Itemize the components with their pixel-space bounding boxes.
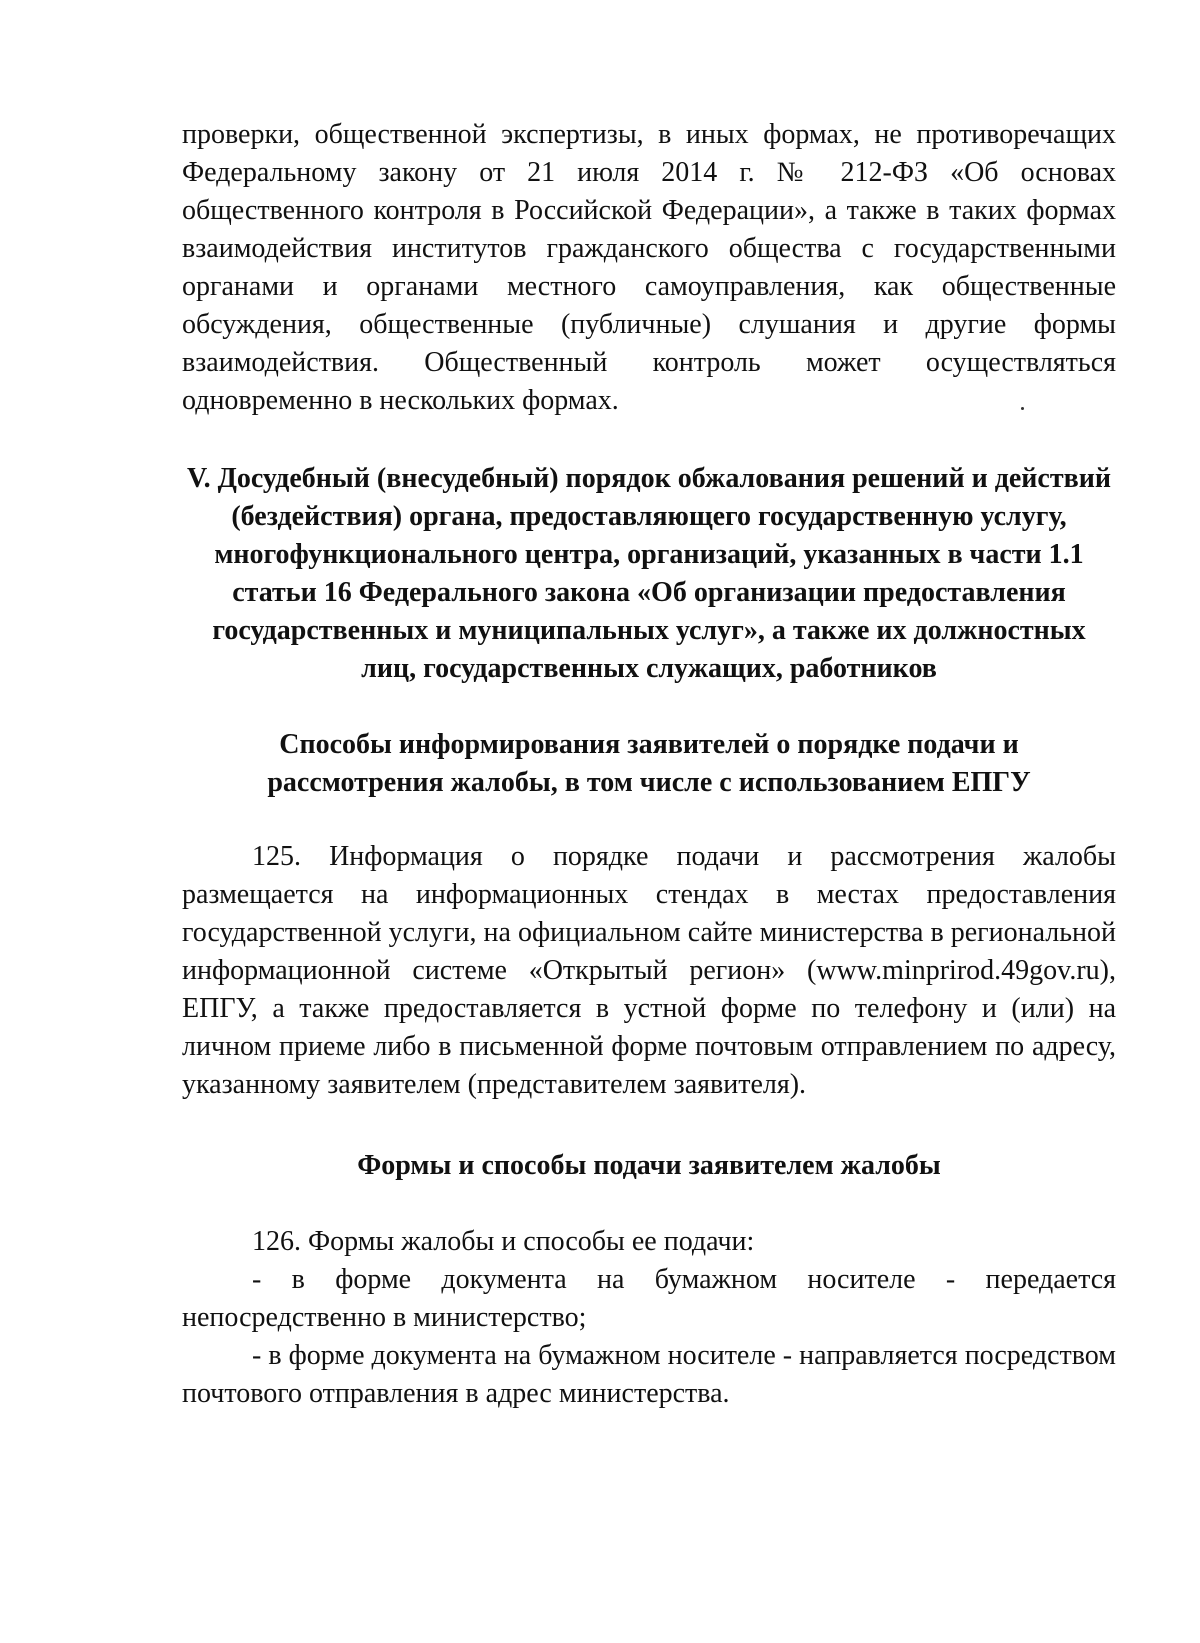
subsection-forms-heading: Формы и способы подачи заявителем жалобы: [357, 1150, 941, 1181]
intro-paragraph: проверки, общественной экспертизы, в иных формах, не противоречащих Федеральному закону от 21 июля 2014 г. № 212-ФЗ «Об основах общественного контроля в Российской Федерации», а также в таких формах взаимодействия институтов гражданского общества с государственными органами и органами местного самоуправления, как общественные обсуждения, общественные (публичные) слушания и другие формы взаимодействия. Общественный контроль может осуществляться одновременно в нескольких формах.: [182, 119, 1116, 416]
paragraph-126-item-1: - в форме документа на бумажном носителе - передается непосредственно в министерство;: [182, 1264, 1116, 1333]
paragraph-125: 125. Информация о порядке подачи и рассмотрения жалобы размещается на информационных стендах в местах предоставления государственной услуги, на официальном сайте министерства в региональной информационной системе «Открытый регион» (www.minprirod.49gov.ru), ЕПГУ, а также предоставляется в устной форме по телефону и (или) на личном приеме либо в письменной форме почтовым отправлением по адресу, указанному заявителем (представителем заявителя).: [182, 841, 1116, 1100]
document-body: [182, 116, 1116, 1413]
scan-speck: [1021, 407, 1024, 410]
paragraph-126-item-2: - в форме документа на бумажном носителе - направляется посредством почтового отправления в адрес министерства.: [182, 1340, 1116, 1409]
subsection-informing-heading: Способы информирования заявителей о порядке подачи и рассмотрения жалобы, в том числе с использованием ЕПГУ: [267, 729, 1031, 798]
section-v-heading: V. Досудебный (внесудебный) порядок обжалования решений и действий (бездействия) органа, предоставляющего государственную услугу, многофункционального центра, организаций, указанных в части 1.1 статьи 16 Федерального закона «Об организации предоставления государственных и муниципальных услуг», а также их должностных лиц, государственных служащих, работников: [186, 463, 1111, 684]
paragraph-126-lead: 126. Формы жалобы и способы ее подачи:: [252, 1226, 755, 1257]
